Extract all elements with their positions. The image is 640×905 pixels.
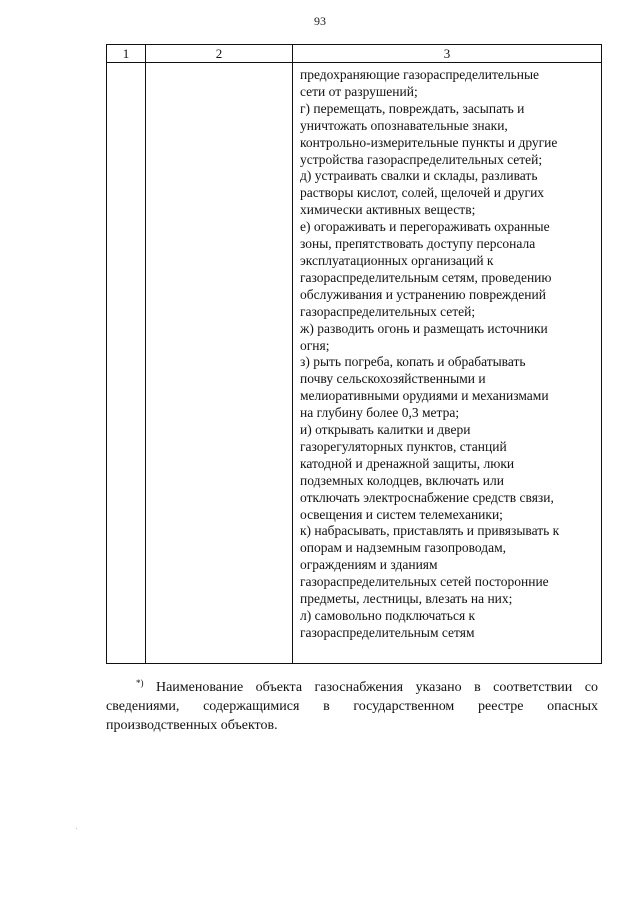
text-line: газораспределительных сетей посторонние [300,574,549,590]
text-line: сети от разрушений; [300,83,418,99]
text-line: почву сельскохозяйственными и [300,371,486,387]
text-line: ж) разводить огонь и размещать источники [300,320,548,336]
footnote-line-3: производственных объектов. [106,718,278,733]
text-line: г) перемещать, повреждать, засыпать и [300,100,525,116]
footnote-line-1 [106,678,598,697]
table-header-row [107,45,602,63]
text-line: на глубину более 0,3 метра; [300,405,460,421]
text-line: д) устраивать свалки и склады, разливать [300,168,538,184]
text-line: уничтожать опознавательные знаки, [300,117,508,133]
document-table [106,44,602,664]
text-line: з) рыть погреба, копать и обрабатывать [300,354,526,370]
text-line: к) набрасывать, приставлять и привязывать к [300,523,560,539]
text-line: контрольно-измерительные пункты и другие [300,134,558,150]
text-line: газорегуляторных пунктов, станций [300,438,507,454]
text-line: ограждениям и зданиям [300,557,438,573]
table-cell-col3 [293,63,602,664]
text-line: зоны, препятствовать доступу персонала [300,236,536,252]
footnote-marker: *) [136,678,144,688]
text-line: предохраняющие газораспределительные [300,67,540,82]
text-line: обслуживания и устранению повреждений [300,286,546,302]
text-line: отключать электроснабжение средств связи, [300,489,554,505]
text-line: и) открывать калитки и двери [300,422,471,438]
text-line: предметы, лестницы, влезать на них; [300,591,513,607]
text-line: мелиоративными орудиями и механизмами [300,388,549,404]
text-line: газораспределительных сетей; [300,303,476,319]
text-line: растворы кислот, солей, щелочей и других [300,185,545,201]
text-line: газораспределительным сетям [300,624,475,640]
column-header-2: 2 [146,45,293,63]
column-header-1: 1 [107,45,146,63]
text-line: огня; [300,337,330,353]
text-line: газораспределительным сетям, проведению [300,269,552,285]
table-row [107,63,602,664]
text-line: освещения и систем телемеханики; [300,506,503,522]
text-line: подземных колодцев, включать или [300,472,504,488]
table-cell-col1 [107,63,146,664]
text-line: опорам и надземным газопроводам, [300,540,506,556]
text-line: устройства газораспределительных сетей; [300,151,543,167]
footnote [106,678,598,735]
column-header-3: 3 [293,45,602,63]
text-line: химически активных веществ; [300,202,476,218]
text-line: е) огораживать и перегораживать охранные [300,219,550,235]
footnote-line-2: сведениями, содержащимися в государственном реестре опасных [106,699,598,714]
text-line: эксплуатационных организаций к [300,252,494,268]
page-number: 93 [314,14,326,28]
table-cell-col2 [146,63,293,664]
text-line: катодной и дренажной защиты, люки [300,455,515,471]
footnote-text-1: Наименование объекта газоснабжения указано в соответствии со [155,680,598,695]
text-line: л) самовольно подключаться к [300,608,476,623]
scan-speck [76,828,77,829]
